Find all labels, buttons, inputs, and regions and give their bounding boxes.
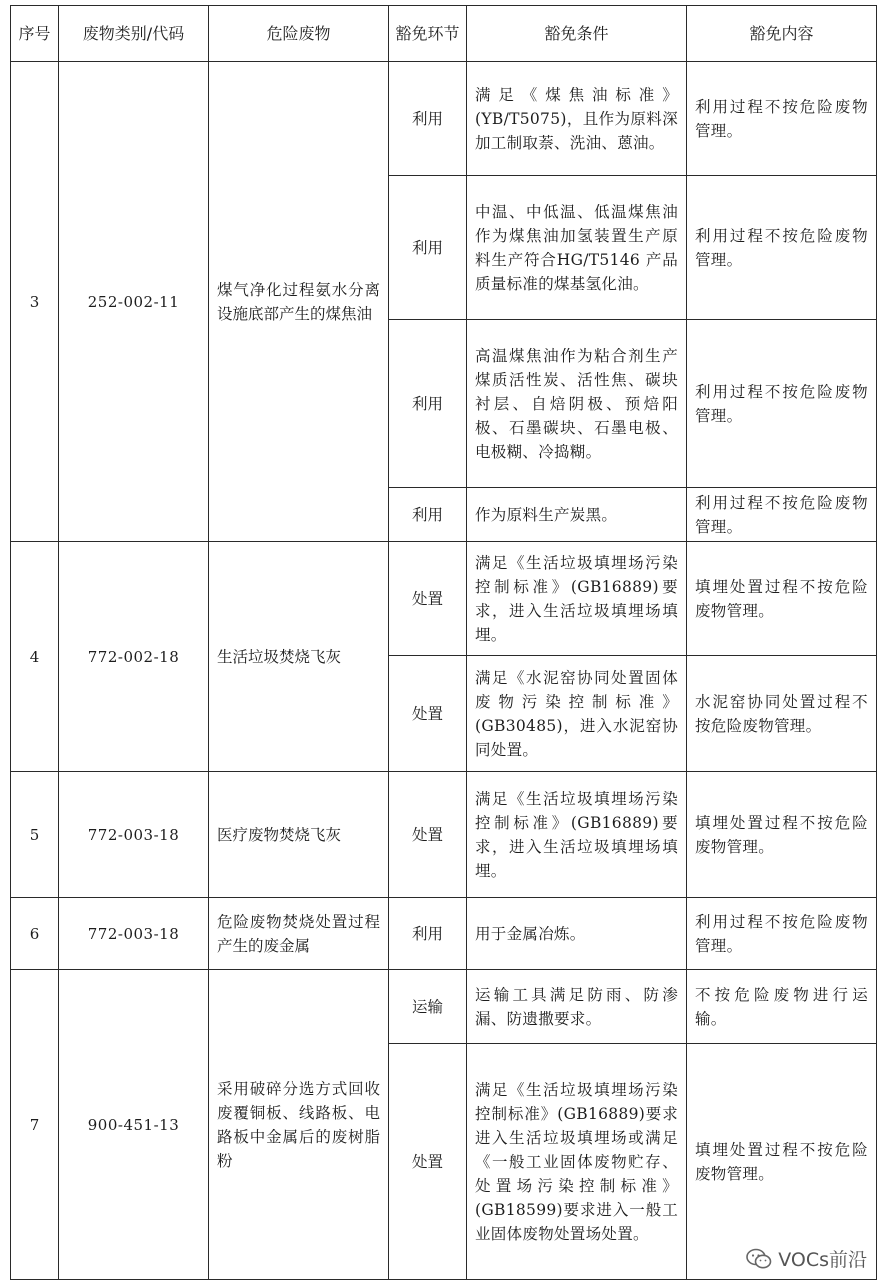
row-stage: 处置 xyxy=(389,656,467,772)
row-condition: 满足《水泥窑协同处置固体废物污染控制标准》(GB30485)，进入水泥窑协同处置。 xyxy=(467,656,687,772)
row-condition: 作为原料生产炭黑。 xyxy=(467,488,687,542)
header-waste: 危险废物 xyxy=(209,6,389,62)
table-header-row xyxy=(11,6,877,62)
row-seq: 5 xyxy=(11,772,59,898)
table-row xyxy=(11,542,877,656)
row-stage: 运输 xyxy=(389,970,467,1044)
row-code: 772-002-18 xyxy=(59,542,209,772)
row-stage: 利用 xyxy=(389,898,467,970)
row-stage: 利用 xyxy=(389,320,467,488)
row-code: 252-002-11 xyxy=(59,62,209,542)
row-content: 水泥窑协同处置过程不按危险废物管理。 xyxy=(687,656,877,772)
row-content: 利用过程不按危险废物管理。 xyxy=(687,176,877,320)
row-content: 不按危险废物进行运输。 xyxy=(687,970,877,1044)
row-stage: 利用 xyxy=(389,176,467,320)
row-code: 772-003-18 xyxy=(59,772,209,898)
row-condition: 用于金属冶炼。 xyxy=(467,898,687,970)
row-seq: 7 xyxy=(11,970,59,1280)
row-code: 900-451-13 xyxy=(59,970,209,1280)
row-waste-name: 危险废物焚烧处置过程产生的废金属 xyxy=(209,898,389,970)
row-seq: 3 xyxy=(11,62,59,542)
row-condition: 满足《生活垃圾填埋场污染控制标准》(GB16889)要求，进入生活垃圾填埋场填埋。 xyxy=(467,772,687,898)
row-condition: 满足《生活垃圾填埋场污染控制标准》(GB16889)要求进入生活垃圾填埋场或满足《一般工业固体废物贮存、处置场污染控制标准》(GB18599)要求进入一般工业固体废物处置场处置。 xyxy=(467,1044,687,1280)
table-row xyxy=(11,62,877,176)
watermark xyxy=(746,1245,867,1272)
row-condition: 运输工具满足防雨、防渗漏、防遗撒要求。 xyxy=(467,970,687,1044)
header-seq: 序号 xyxy=(11,6,59,62)
row-code: 772-003-18 xyxy=(59,898,209,970)
header-category: 废物类别/代码 xyxy=(59,6,209,62)
exemption-table xyxy=(10,5,877,1280)
wechat-icon xyxy=(746,1248,772,1270)
row-stage: 处置 xyxy=(389,772,467,898)
row-content: 填埋处置过程不按危险废物管理。 xyxy=(687,1044,877,1280)
row-stage: 处置 xyxy=(389,1044,467,1280)
row-waste-name: 煤气净化过程氨水分离设施底部产生的煤焦油 xyxy=(209,62,389,542)
row-content: 填埋处置过程不按危险废物管理。 xyxy=(687,772,877,898)
row-waste-name: 采用破碎分选方式回收废覆铜板、线路板、电路板中金属后的废树脂粉 xyxy=(209,970,389,1280)
row-waste-name: 生活垃圾焚烧飞灰 xyxy=(209,542,389,772)
row-content: 利用过程不按危险废物管理。 xyxy=(687,320,877,488)
row-content: 填埋处置过程不按危险废物管理。 xyxy=(687,542,877,656)
row-content: 利用过程不按危险废物管理。 xyxy=(687,898,877,970)
row-content: 利用过程不按危险废物管理。 xyxy=(687,62,877,176)
watermark-text: VOCs前沿 xyxy=(778,1249,867,1271)
row-waste-name: 医疗废物焚烧飞灰 xyxy=(209,772,389,898)
row-seq: 4 xyxy=(11,542,59,772)
row-stage: 处置 xyxy=(389,542,467,656)
row-stage: 利用 xyxy=(389,488,467,542)
header-stage: 豁免环节 xyxy=(389,6,467,62)
row-condition: 满足《煤焦油标准》(YB/T5075)，且作为原料深加工制取萘、洗油、蒽油。 xyxy=(467,62,687,176)
row-condition: 高温煤焦油作为粘合剂生产煤质活性炭、活性焦、碳块衬层、自焙阴极、预焙阳极、石墨碳块、石墨电极、电极糊、冷捣糊。 xyxy=(467,320,687,488)
row-condition: 满足《生活垃圾填埋场污染控制标准》(GB16889)要求，进入生活垃圾填埋场填埋。 xyxy=(467,542,687,656)
row-content: 利用过程不按危险废物管理。 xyxy=(687,488,877,542)
table-row xyxy=(11,970,877,1044)
table-row xyxy=(11,772,877,898)
row-condition: 中温、中低温、低温煤焦油作为煤焦油加氢装置生产原料生产符合HG/T5146 产品质量标准的煤基氢化油。 xyxy=(467,176,687,320)
row-seq: 6 xyxy=(11,898,59,970)
header-condition: 豁免条件 xyxy=(467,6,687,62)
table-row xyxy=(11,898,877,970)
header-content: 豁免内容 xyxy=(687,6,877,62)
row-stage: 利用 xyxy=(389,62,467,176)
